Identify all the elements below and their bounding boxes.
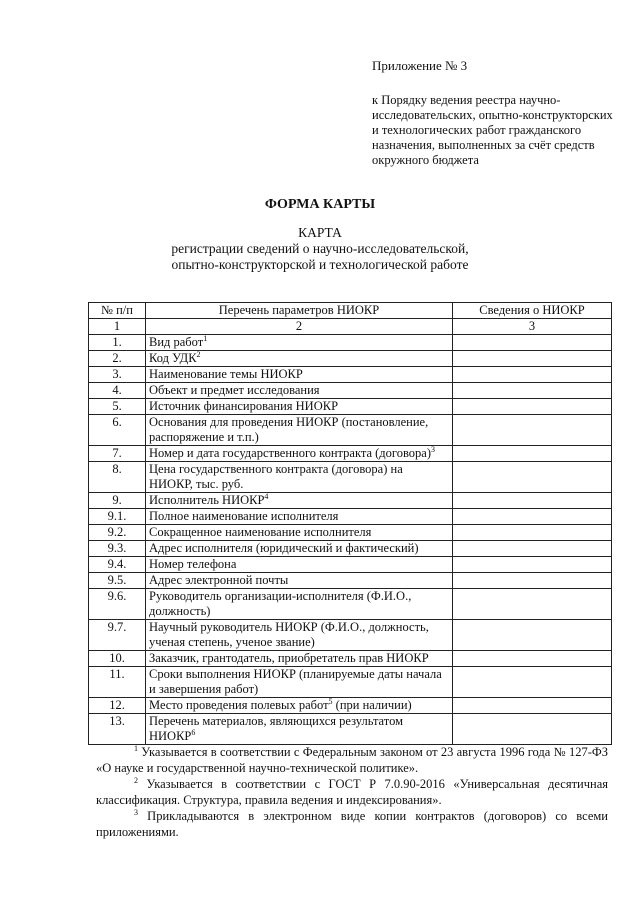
column-number-row — [89, 319, 612, 335]
card-subtitle-line-2: опытно-конструкторской и технологической работе — [171, 257, 469, 272]
parameter-text: Объект и предмет исследования — [149, 383, 320, 397]
parameter-text: Полное наименование исполнителя — [149, 509, 339, 523]
table-body — [89, 335, 612, 745]
row-parameter — [146, 335, 453, 351]
table-row — [89, 509, 612, 525]
row-number: 12. — [89, 698, 146, 714]
row-number: 2. — [89, 351, 146, 367]
table-row — [89, 714, 612, 745]
row-number: 9.4. — [89, 557, 146, 573]
parameter-text: Место проведения полевых работ — [149, 698, 329, 712]
table-row — [89, 462, 612, 493]
row-value-cell[interactable] — [453, 383, 612, 399]
table-row — [89, 525, 612, 541]
footnote-text: Указывается в соответствии с ГОСТ Р 7.0.90-2016 «Универсальная десятичная классификация. Структура, правила ведения и индексирования». — [96, 777, 608, 807]
row-value-cell[interactable] — [453, 714, 612, 745]
row-value-cell[interactable] — [453, 667, 612, 698]
table-row — [89, 367, 612, 383]
row-parameter — [146, 589, 453, 620]
table-row — [89, 573, 612, 589]
row-parameter — [146, 509, 453, 525]
row-parameter — [146, 399, 453, 415]
row-value-cell[interactable] — [453, 335, 612, 351]
column-number: 1 — [89, 319, 146, 335]
row-value-cell[interactable] — [453, 367, 612, 383]
row-value-cell[interactable] — [453, 493, 612, 509]
row-parameter — [146, 573, 453, 589]
row-number: 7. — [89, 446, 146, 462]
table-row — [89, 383, 612, 399]
row-value-cell[interactable] — [453, 541, 612, 557]
footnote — [96, 744, 608, 776]
row-number: 1. — [89, 335, 146, 351]
footnote-text: Прикладываются в электронном виде копии контрактов (договоров) со всеми приложениями. — [96, 809, 608, 839]
parameter-text: Основания для проведения НИОКР (постановление, распоряжение и т.п.) — [149, 415, 429, 444]
table-row — [89, 335, 612, 351]
table-row — [89, 651, 612, 667]
row-number: 9.2. — [89, 525, 146, 541]
table-row — [89, 557, 612, 573]
column-number: 3 — [453, 319, 612, 335]
footnotes — [96, 744, 608, 840]
header-parameters: Перечень параметров НИОКР — [146, 303, 453, 319]
row-parameter — [146, 415, 453, 446]
row-parameter — [146, 493, 453, 509]
row-parameter — [146, 367, 453, 383]
row-parameter — [146, 714, 453, 745]
footnote-mark: 1 — [134, 743, 138, 753]
row-value-cell[interactable] — [453, 557, 612, 573]
row-value-cell[interactable] — [453, 462, 612, 493]
footnote-ref: 1 — [203, 333, 208, 343]
parameter-text: Вид работ — [149, 335, 204, 349]
table-row — [89, 351, 612, 367]
row-parameter — [146, 620, 453, 651]
table-row — [89, 541, 612, 557]
row-number: 6. — [89, 415, 146, 446]
parameter-text: Номер и дата государственного контракта (договора) — [149, 446, 432, 460]
parameter-text: Цена государственного контракта (договора) на НИОКР, тыс. руб. — [149, 462, 403, 491]
row-number: 3. — [89, 367, 146, 383]
footnote — [96, 808, 608, 840]
parameter-text: Перечень материалов, являющихся результатом НИОКР — [149, 714, 403, 743]
row-parameter — [146, 557, 453, 573]
form-title: ФОРМА КАРТЫ — [264, 197, 376, 212]
row-parameter — [146, 525, 453, 541]
parameter-text: Код УДК — [149, 351, 197, 365]
table-row — [89, 620, 612, 651]
parameter-text: Сроки выполнения НИОКР (планируемые даты начала и завершения работ) — [149, 667, 442, 696]
row-value-cell[interactable] — [453, 446, 612, 462]
row-number: 9. — [89, 493, 146, 509]
row-parameter — [146, 651, 453, 667]
parameter-text: Источник финансирования НИОКР — [149, 399, 339, 413]
row-number: 4. — [89, 383, 146, 399]
row-number: 5. — [89, 399, 146, 415]
parameter-text: Сокращенное наименование исполнителя — [149, 525, 372, 539]
parameter-text: Исполнитель НИОКР — [149, 493, 265, 507]
row-value-cell[interactable] — [453, 698, 612, 714]
footnote-ref: 3 — [431, 444, 436, 454]
row-value-cell[interactable] — [453, 589, 612, 620]
table-row — [89, 698, 612, 714]
footnote — [96, 776, 608, 808]
row-value-cell[interactable] — [453, 399, 612, 415]
row-number: 11. — [89, 667, 146, 698]
row-parameter — [146, 446, 453, 462]
footnote-ref: 6 — [191, 727, 196, 737]
table-row — [89, 589, 612, 620]
footnote-ref: 5 — [328, 696, 333, 706]
table-row — [89, 399, 612, 415]
row-value-cell[interactable] — [453, 509, 612, 525]
row-value-cell[interactable] — [453, 651, 612, 667]
row-value-cell[interactable] — [453, 525, 612, 541]
table-header-row — [89, 303, 612, 319]
footnote-text: Указывается в соответствии с Федеральным законом от 23 августа 1996 года № 127-ФЗ «О науке и государственной научно-технической политике». — [96, 745, 608, 775]
parameter-text: Адрес исполнителя (юридический и фактический) — [149, 541, 419, 555]
parameter-text: Адрес электронной почты — [149, 573, 289, 587]
header-number: № п/п — [89, 303, 146, 319]
appendix-reference: к Порядку ведения реестра научно-исследовательских, опытно-конструкторских и технологических работ гражданского назначения, выполненных за счёт средств окружного бюджета — [372, 93, 613, 167]
row-parameter — [146, 667, 453, 698]
row-number: 9.7. — [89, 620, 146, 651]
row-parameter — [146, 383, 453, 399]
parameter-note: (при наличии) — [332, 698, 412, 712]
card-title-block — [0, 225, 640, 273]
row-number: 10. — [89, 651, 146, 667]
card-title: КАРТА — [298, 225, 342, 240]
parameter-text: Наименование темы НИОКР — [149, 367, 303, 381]
table-row — [89, 667, 612, 698]
row-number: 9.1. — [89, 509, 146, 525]
parameter-text: Руководитель организации-исполнителя (Ф.И.О., должность) — [149, 589, 412, 618]
row-value-cell[interactable] — [453, 415, 612, 446]
parameter-text: Научный руководитель НИОКР (Ф.И.О., должность, ученая степень, ученое звание) — [149, 620, 429, 649]
row-parameter — [146, 462, 453, 493]
row-value-cell[interactable] — [453, 573, 612, 589]
footnote-mark: 3 — [134, 807, 138, 817]
row-parameter — [146, 351, 453, 367]
row-parameter — [146, 541, 453, 557]
card-subtitle-line-1: регистрации сведений о научно-исследовательской, — [171, 241, 469, 256]
row-value-cell[interactable] — [453, 351, 612, 367]
parameter-text: Номер телефона — [149, 557, 237, 571]
row-number: 13. — [89, 714, 146, 745]
row-value-cell[interactable] — [453, 620, 612, 651]
header-info: Сведения о НИОКР — [453, 303, 612, 319]
footnote-mark: 2 — [134, 775, 138, 785]
table-row — [89, 446, 612, 462]
row-number: 8. — [89, 462, 146, 493]
table-row — [89, 415, 612, 446]
appendix-number: Приложение № 3 — [372, 58, 468, 73]
parameter-text: Заказчик, грантодатель, приобретатель прав НИОКР — [149, 651, 429, 665]
card-table — [88, 302, 612, 745]
column-number: 2 — [146, 319, 453, 335]
footnote-ref: 2 — [196, 349, 201, 359]
row-number: 9.3. — [89, 541, 146, 557]
row-number: 9.5. — [89, 573, 146, 589]
row-parameter — [146, 698, 453, 714]
footnote-ref: 4 — [264, 491, 269, 501]
row-number: 9.6. — [89, 589, 146, 620]
table-row — [89, 493, 612, 509]
